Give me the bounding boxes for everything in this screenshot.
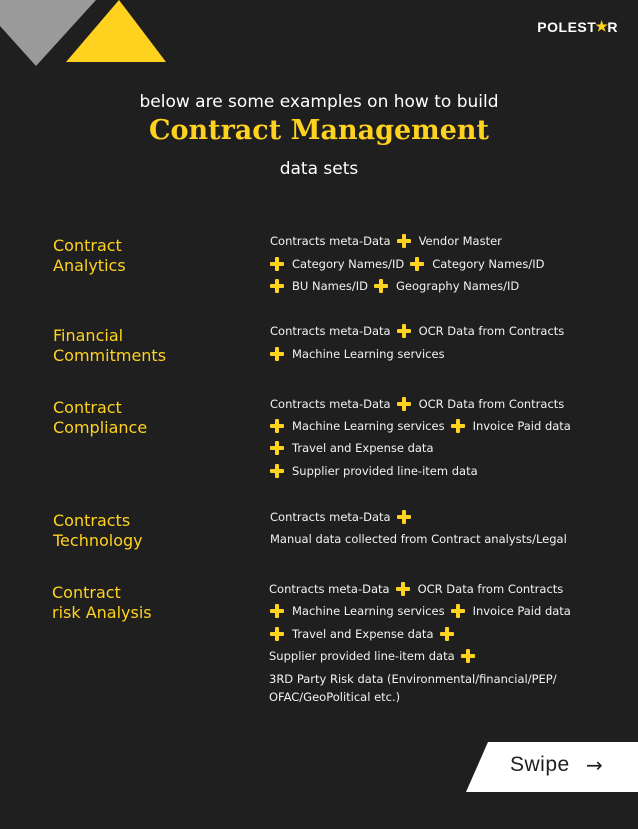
dataset-line <box>270 510 419 524</box>
logo-text-suffix: R <box>607 18 618 35</box>
section-title-contracts-technology <box>53 511 143 551</box>
section-title-line: Financial <box>53 326 124 345</box>
plus-icon <box>461 649 475 663</box>
dataset-item: Contracts meta-Data <box>269 582 390 596</box>
plus-icon <box>270 257 284 271</box>
plus-icon <box>270 441 284 455</box>
swipe-button-label: Swipe <box>510 753 570 776</box>
plus-icon <box>270 627 284 641</box>
yellow-triangle-decoration <box>62 0 172 65</box>
plus-icon <box>270 279 284 293</box>
section-title-contract-analytics <box>53 236 126 276</box>
section-title-line: Contract <box>52 583 121 602</box>
dataset-item: Category Names/ID <box>432 257 545 271</box>
logo-text-prefix: POLEST <box>537 18 597 35</box>
section-title-line: Compliance <box>53 418 148 437</box>
plus-icon <box>440 627 454 641</box>
section-title-contract-risk-analysis <box>52 583 152 623</box>
plus-icon <box>270 464 284 478</box>
swipe-button[interactable] <box>466 742 638 792</box>
section-title-financial-commitments <box>53 326 166 366</box>
dataset-item: Supplier provided line-item data <box>292 464 478 478</box>
polestar-logo <box>537 18 618 35</box>
dataset-line <box>269 672 557 686</box>
dataset-item: Contracts meta-Data <box>270 234 391 248</box>
section-title-line: risk Analysis <box>52 603 152 622</box>
dataset-item: Invoice Paid data <box>472 604 571 618</box>
plus-icon <box>397 397 411 411</box>
dataset-line <box>270 627 462 641</box>
dataset-line <box>270 532 567 546</box>
plus-icon <box>451 419 465 433</box>
dataset-line <box>270 441 434 455</box>
dataset-line <box>270 397 564 411</box>
section-title-line: Contract <box>53 398 122 417</box>
dataset-line <box>270 324 564 338</box>
dataset-line <box>269 690 400 704</box>
dataset-item: Manual data collected from Contract analysts/Legal <box>270 532 567 546</box>
section-title-line: Contracts <box>53 511 131 530</box>
section-title-line: Analytics <box>53 256 126 275</box>
plus-icon <box>397 234 411 248</box>
star-icon: ★ <box>595 18 609 34</box>
dataset-item: OFAC/GeoPolitical etc.) <box>269 690 401 704</box>
plus-icon <box>410 257 424 271</box>
dataset-line <box>270 234 502 248</box>
section-title-line: Technology <box>53 531 143 550</box>
plus-icon <box>270 604 284 618</box>
dataset-item: Machine Learning services <box>292 419 445 433</box>
dataset-line <box>270 279 519 293</box>
dataset-line <box>270 347 445 361</box>
plus-icon <box>451 604 465 618</box>
page-title: Contract Management <box>148 115 490 146</box>
plus-icon <box>270 419 284 433</box>
dataset-line <box>270 257 544 271</box>
section-title-line: Contract <box>53 236 122 255</box>
plus-icon <box>397 510 411 524</box>
dataset-line <box>270 604 571 618</box>
dataset-line <box>270 419 571 433</box>
dataset-line <box>270 464 478 478</box>
dataset-item: Contracts meta-Data <box>270 324 391 338</box>
intro-subline: data sets <box>279 159 359 179</box>
dataset-item: Invoice Paid data <box>472 419 571 433</box>
dataset-item: Machine Learning services <box>292 604 445 618</box>
dataset-item: Machine Learning services <box>292 347 445 361</box>
dataset-line <box>269 649 483 663</box>
section-title-contract-compliance <box>53 398 147 438</box>
dataset-line <box>269 582 563 596</box>
dataset-item: Contracts meta-Data <box>270 397 391 411</box>
dataset-item: 3RD Party Risk data (Environmental/financial/PEP/ <box>269 672 557 686</box>
dataset-item: Travel and Expense data <box>292 627 434 641</box>
dataset-item: Travel and Expense data <box>292 441 434 455</box>
dataset-item: BU Names/ID <box>292 279 369 293</box>
plus-icon <box>397 324 411 338</box>
intro-line: below are some examples on how to build <box>139 92 499 112</box>
arrow-right-icon: → <box>586 753 603 777</box>
dataset-item: Contracts meta-Data <box>270 510 391 524</box>
plus-icon <box>374 279 388 293</box>
plus-icon <box>396 582 410 596</box>
dataset-item: Geography Names/ID <box>396 279 520 293</box>
dataset-item: Category Names/ID <box>292 257 405 271</box>
dataset-item: Supplier provided line-item data <box>269 649 455 663</box>
dataset-item: OCR Data from Contracts <box>417 582 564 596</box>
dataset-item: OCR Data from Contracts <box>418 324 565 338</box>
dataset-item: OCR Data from Contracts <box>418 397 565 411</box>
dataset-item: Vendor Master <box>418 234 502 248</box>
section-title-line: Commitments <box>53 346 167 365</box>
plus-icon <box>270 347 284 361</box>
